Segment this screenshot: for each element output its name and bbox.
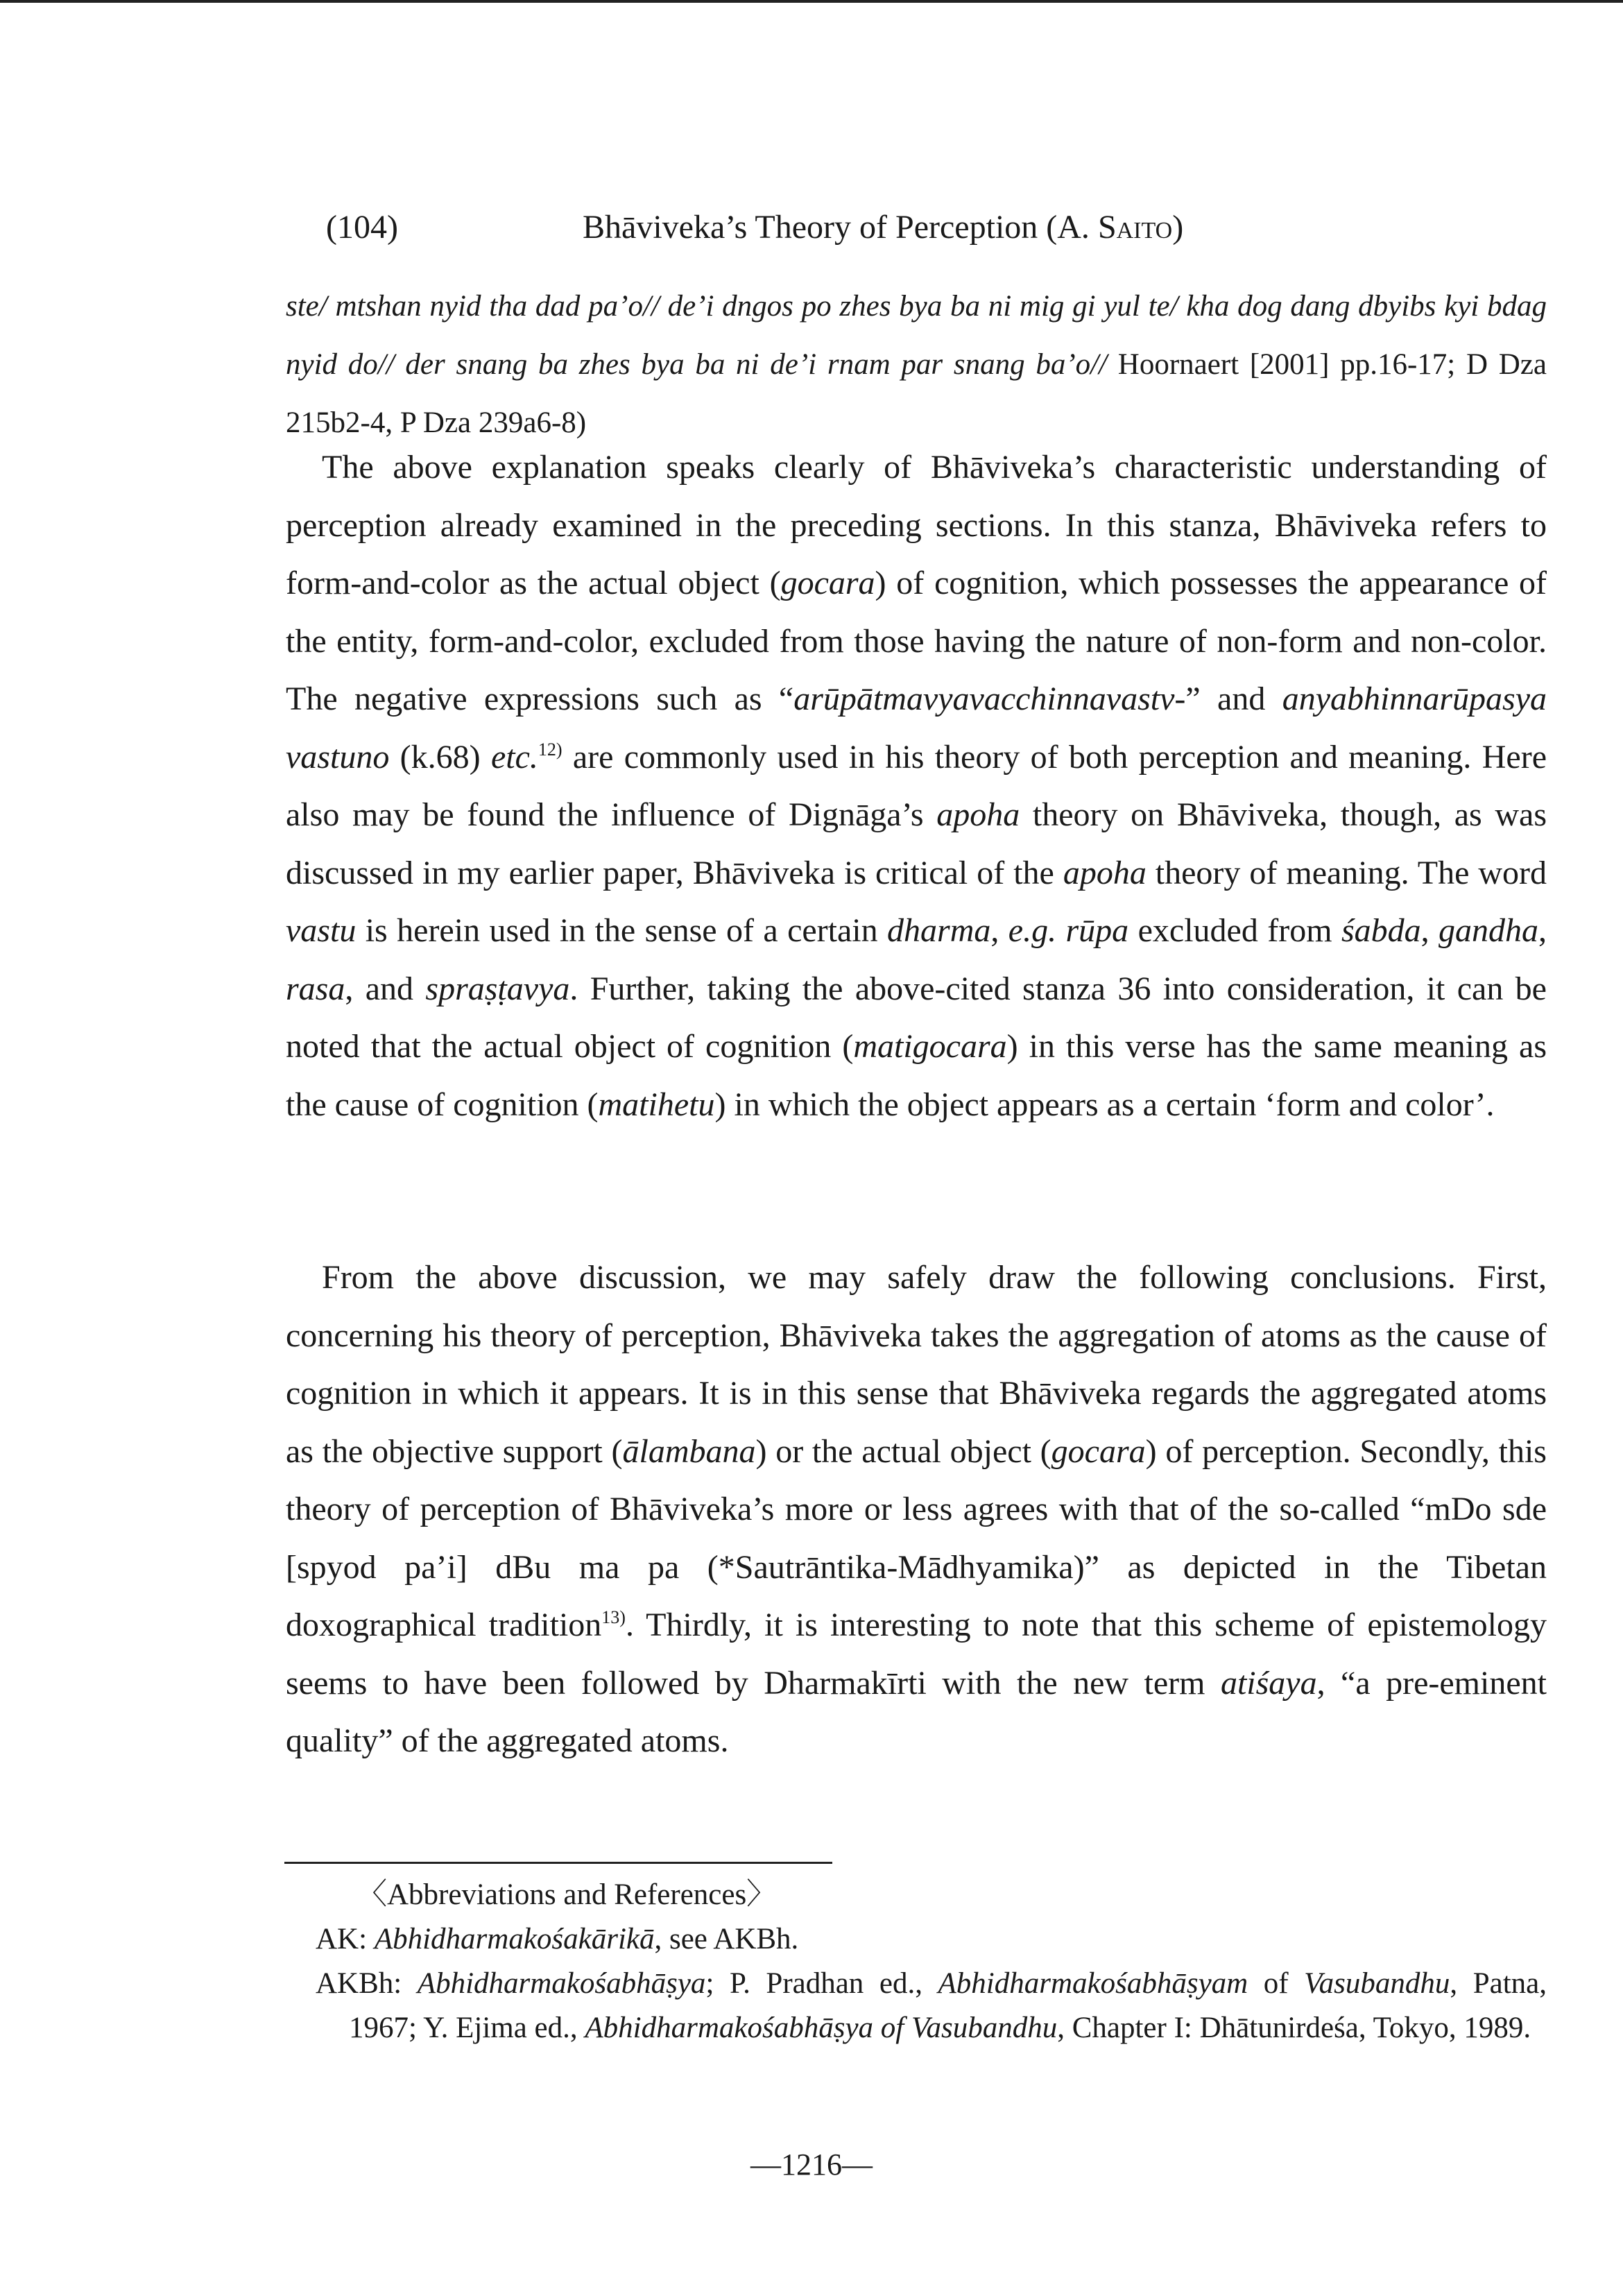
body-paragraph-2: From the above discussion, we may safely draw the following conclusions. First, concerning his theory of perception, Bhāviveka takes the aggregation of atoms as the cause of cognition in which it appears. It is in this sense that Bhāviveka regards the aggregated atoms as the objective support (ālambana) or the actual object (gocara) of perception. Secondly, this theory of perception of Bhāviveka’s more or less agrees with that of the so-called “mDo sde [spyod pa’i] dBu ma pa (*Sautrāntika-Mādhyamika)” as depicted in the Tibetan doxographical tradition$^{13)}$. Thirdly, it is interesting to note that this scheme of epistemology seems to have been followed by Dharmakīrti with the new term atiśaya, “a pre-eminent quality” of the aggregated atoms. [286, 1259, 1547, 1759]
page-number: —1216— [750, 2148, 873, 2182]
footnote-ref-13: 13) [601, 1607, 626, 1627]
tibetan-quote [286, 277, 1547, 452]
top-border [0, 0, 1623, 3]
running-header [326, 208, 1436, 257]
references-heading: 〈Abbreviations and References〉 [357, 1878, 777, 1911]
footnote-divider [284, 1862, 832, 1864]
footnote-ref-12: 12) [538, 739, 563, 760]
reference-entry-ak: AK: Abhidharmakośakārikā, see AKBh. [316, 1923, 799, 1955]
running-title: Bhāviveka’s Theory of Perception (A. Saito) [583, 209, 1184, 246]
author-name: Saito [1097, 209, 1173, 246]
quote-citation: Hoornaert [2001] pp.16-17; D Dza 215b2-4, P Dza 239a6-8) [286, 348, 1547, 439]
tibetan-text: ste/ mtshan nyid tha dad pa’o// de’i dngos po zhes bya ba ni mig gi yul te/ kha dog dang dbyibs kyi bdag nyid do// der snang ba zhes bya ba ni de’i rnam par snang ba’o// [286, 290, 1547, 381]
reference-entry-akbh: AKBh: Abhidharmakośabhāṣya; P. Pradhan ed., Abhidharmakośabhāṣyam of Vasubandhu, Patna, 1967; Y. Ejima ed., Abhidharmakośabhāṣya of Vasubandhu, Chapter I: Dhātunirdeśa, Tokyo, 1989. [316, 1967, 1547, 2044]
page-label: (104) [326, 209, 398, 246]
references-section [316, 1873, 1547, 2050]
body-paragraph-1: The above explanation speaks clearly of Bhāviveka’s characteristic understanding of perception already examined in the preceding sections. In this stanza, Bhāviveka refers to form-and-color as the actual object (gocara) of cognition, which possesses the appearance of the entity, form-and-color, excluded from those having the nature of non-form and non-color. The negative expressions such as “arūpātmavyavacchinnavastv-” and anyabhinnarūpasya vastuno (k.68) etc.$^{12)}$ are commonly used in his theory of both perception and meaning. Here also may be found the influence of Dignāga’s apoha theory on Bhāviveka, though, as was discussed in my earlier paper, Bhāviveka is critical of the apoha theory of meaning. The word vastu is herein used in the sense of a certain dharma, e.g. rūpa excluded from śabda, gandha, rasa, and spraṣṭavya. Further, taking the above-cited stanza 36 into consideration, it can be noted that the actual object of cognition (matigocara) in this verse has the same meaning as the cause of cognition (matihetu) in which the object appears as a certain ‘form and color’. [286, 449, 1547, 1123]
